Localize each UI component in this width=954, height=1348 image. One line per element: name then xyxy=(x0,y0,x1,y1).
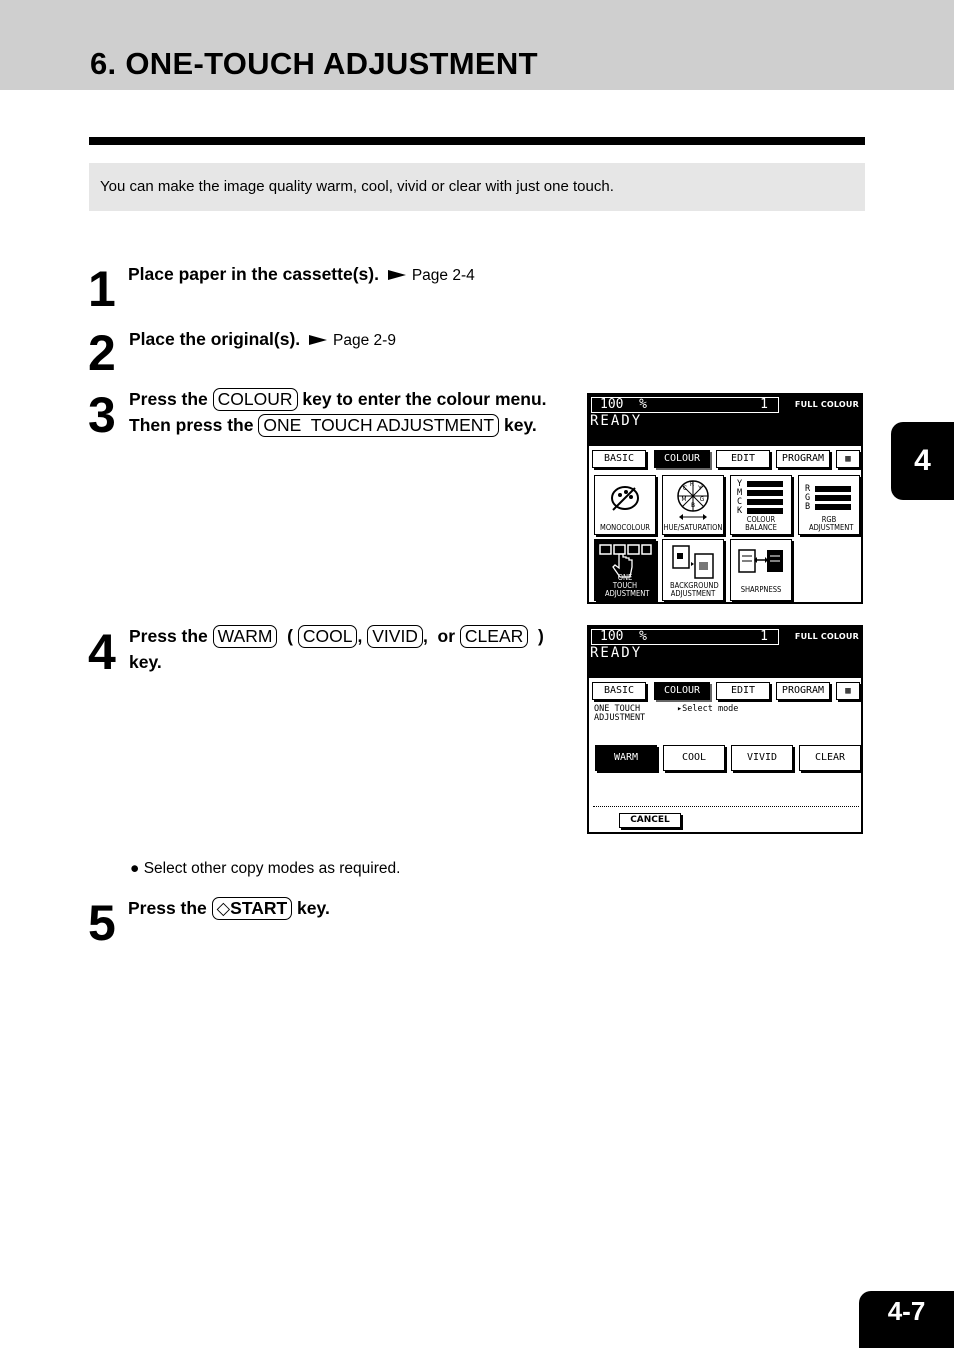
bullet-icon: ● xyxy=(130,860,140,877)
hue-letter-r: R xyxy=(689,481,695,488)
cmyk-y: Y xyxy=(737,479,743,489)
note-item xyxy=(130,860,400,878)
hue-letter-b: B xyxy=(690,502,696,509)
colour-wheel-icon xyxy=(663,476,723,522)
step-2-page-ref: Page 2-9 xyxy=(333,332,396,349)
colour-menu-screen xyxy=(587,393,863,604)
note-text: Select other copy modes as required. xyxy=(143,860,401,877)
ready-status: READY xyxy=(590,645,643,661)
rgb-r: R xyxy=(805,484,811,494)
colour-mode-label: FULL COLOUR xyxy=(794,632,859,641)
background-pages-icon xyxy=(663,540,723,582)
step-4-or: , or xyxy=(422,626,456,646)
sharpness-button[interactable] xyxy=(730,539,792,601)
one-touch-adjustment-key: ONE TOUCH ADJUSTMENT xyxy=(258,414,499,437)
step-3-number: 3 xyxy=(88,387,114,443)
colour-balance-button[interactable] xyxy=(730,475,792,535)
step-1-text xyxy=(128,261,475,289)
arrow-right-icon xyxy=(388,270,406,280)
step-4-paren-close: ) xyxy=(538,626,544,646)
one-touch-screen-title: ONE TOUCH ADJUSTMENT xyxy=(594,704,646,723)
cancel-button[interactable]: CANCEL xyxy=(619,813,681,828)
zoom-value: 100 % xyxy=(600,629,647,644)
zoom-value: 100 % xyxy=(600,397,647,412)
cmyk-m: M xyxy=(737,488,743,498)
sharpness-icon xyxy=(731,540,791,582)
section-rule xyxy=(89,137,865,145)
step-5-text-a: Press the xyxy=(128,898,207,918)
clear-mode-button[interactable]: CLEAR xyxy=(799,745,861,771)
step-3-text-b: key to enter the colour menu. xyxy=(302,389,547,409)
warm-key: WARM xyxy=(213,625,278,648)
monocolour-label: MONOCOLOUR xyxy=(600,523,650,532)
rgb-bars xyxy=(805,485,851,512)
tab-grid-icon[interactable]: ▦ xyxy=(836,682,860,700)
hue-letter-g: G xyxy=(699,496,705,503)
step-4-text xyxy=(129,623,544,675)
step-1-instruction: Place paper in the cassette(s). xyxy=(128,264,379,284)
page-number: 4-7 xyxy=(859,1291,954,1348)
cmyk-c: C xyxy=(737,497,743,507)
start-key xyxy=(212,897,293,920)
background-adjustment-label: BACKGROUND ADJUSTMENT xyxy=(670,581,719,598)
one-touch-adjustment-label: ONE TOUCH ADJUSTMENT xyxy=(605,573,650,598)
step-4-number: 4 xyxy=(88,624,114,680)
select-mode-text: Select mode xyxy=(682,704,739,714)
step-5-number: 5 xyxy=(88,895,114,951)
step-2-instruction: Place the original(s). xyxy=(129,329,301,349)
step-2-text xyxy=(129,326,396,354)
screen-divider xyxy=(593,806,859,807)
ready-status: READY xyxy=(590,413,643,429)
colour-key: COLOUR xyxy=(213,388,298,411)
vivid-mode-button[interactable]: VIVID xyxy=(731,745,793,771)
step-3-text xyxy=(129,386,547,438)
clear-key: CLEAR xyxy=(460,625,528,648)
step-4-comma: , xyxy=(357,626,363,646)
cool-mode-button[interactable]: COOL xyxy=(663,745,725,771)
intro-box xyxy=(89,163,865,211)
hue-saturation-label: HUE/SATURATION xyxy=(663,523,723,532)
palette-icon xyxy=(595,476,655,520)
step-3-text-d: key. xyxy=(504,415,537,435)
hue-letter-m: M xyxy=(681,496,687,503)
cool-key: COOL xyxy=(298,625,358,648)
step-4-paren-open: ( xyxy=(287,626,293,646)
one-touch-adjustment-screen xyxy=(587,625,863,834)
step-5-text xyxy=(128,895,330,921)
screen-status-bar xyxy=(589,627,861,678)
tab-program[interactable]: PROGRAM xyxy=(776,450,830,468)
intro-text: You can make the image quality warm, cool, vivid or clear with just one touch. xyxy=(100,178,614,195)
start-diamond-icon: ◇ xyxy=(216,898,231,918)
tab-program[interactable]: PROGRAM xyxy=(776,682,830,700)
rgb-adjustment-label: RGB ADJUSTMENT xyxy=(809,515,854,532)
chapter-tab: 4 xyxy=(891,422,954,500)
triangle-right-icon: ▸ xyxy=(677,704,683,714)
copy-count: 1 xyxy=(760,397,768,412)
step-4-text-key: key. xyxy=(129,652,162,672)
monocolour-button[interactable] xyxy=(594,475,656,535)
tab-colour[interactable]: COLOUR xyxy=(654,682,710,700)
zoom-readout xyxy=(591,629,779,645)
step-2-number: 2 xyxy=(88,325,114,381)
hue-saturation-button[interactable] xyxy=(662,475,724,535)
colour-mode-label: FULL COLOUR xyxy=(794,400,859,409)
step-5-text-b: key. xyxy=(297,898,330,918)
rgb-g: G xyxy=(805,493,811,503)
tab-edit[interactable]: EDIT xyxy=(716,450,770,468)
tab-basic[interactable]: BASIC xyxy=(592,450,646,468)
screen-tabs xyxy=(592,450,860,470)
step-1-page-ref: Page 2-4 xyxy=(411,267,475,284)
zoom-readout xyxy=(591,397,779,413)
vivid-key: VIVID xyxy=(367,625,423,648)
hue-letter-y: Y xyxy=(698,485,702,492)
page-title: 6. ONE-TOUCH ADJUSTMENT xyxy=(90,46,538,81)
tab-edit[interactable]: EDIT xyxy=(716,682,770,700)
cmyk-bars xyxy=(737,480,783,516)
screen-tabs xyxy=(592,682,860,702)
select-mode-prompt xyxy=(677,705,738,714)
arrow-right-icon xyxy=(309,335,327,345)
colour-balance-label: COLOUR BALANCE xyxy=(745,515,777,532)
step-3-text-c: Then press the xyxy=(129,415,254,435)
rgb-b: B xyxy=(805,502,811,512)
tab-colour[interactable]: COLOUR xyxy=(654,450,710,468)
step-3-text-a: Press the xyxy=(129,389,208,409)
step-1-number: 1 xyxy=(88,261,114,317)
cmyk-k: K xyxy=(737,506,743,516)
step-4-text-a: Press the xyxy=(129,626,208,646)
start-key-label: START xyxy=(230,898,288,918)
warm-mode-button[interactable]: WARM xyxy=(595,745,657,771)
tab-basic[interactable]: BASIC xyxy=(592,682,646,700)
hue-letter-c: C xyxy=(682,485,688,492)
screen-status-bar xyxy=(589,395,861,446)
rgb-adjustment-button[interactable] xyxy=(798,475,860,535)
tab-grid-icon[interactable]: ▦ xyxy=(836,450,860,468)
one-touch-adjustment-button[interactable] xyxy=(594,539,656,601)
copy-count: 1 xyxy=(760,629,768,644)
background-adjustment-button[interactable] xyxy=(662,539,724,601)
sharpness-label: SHARPNESS xyxy=(740,585,782,594)
